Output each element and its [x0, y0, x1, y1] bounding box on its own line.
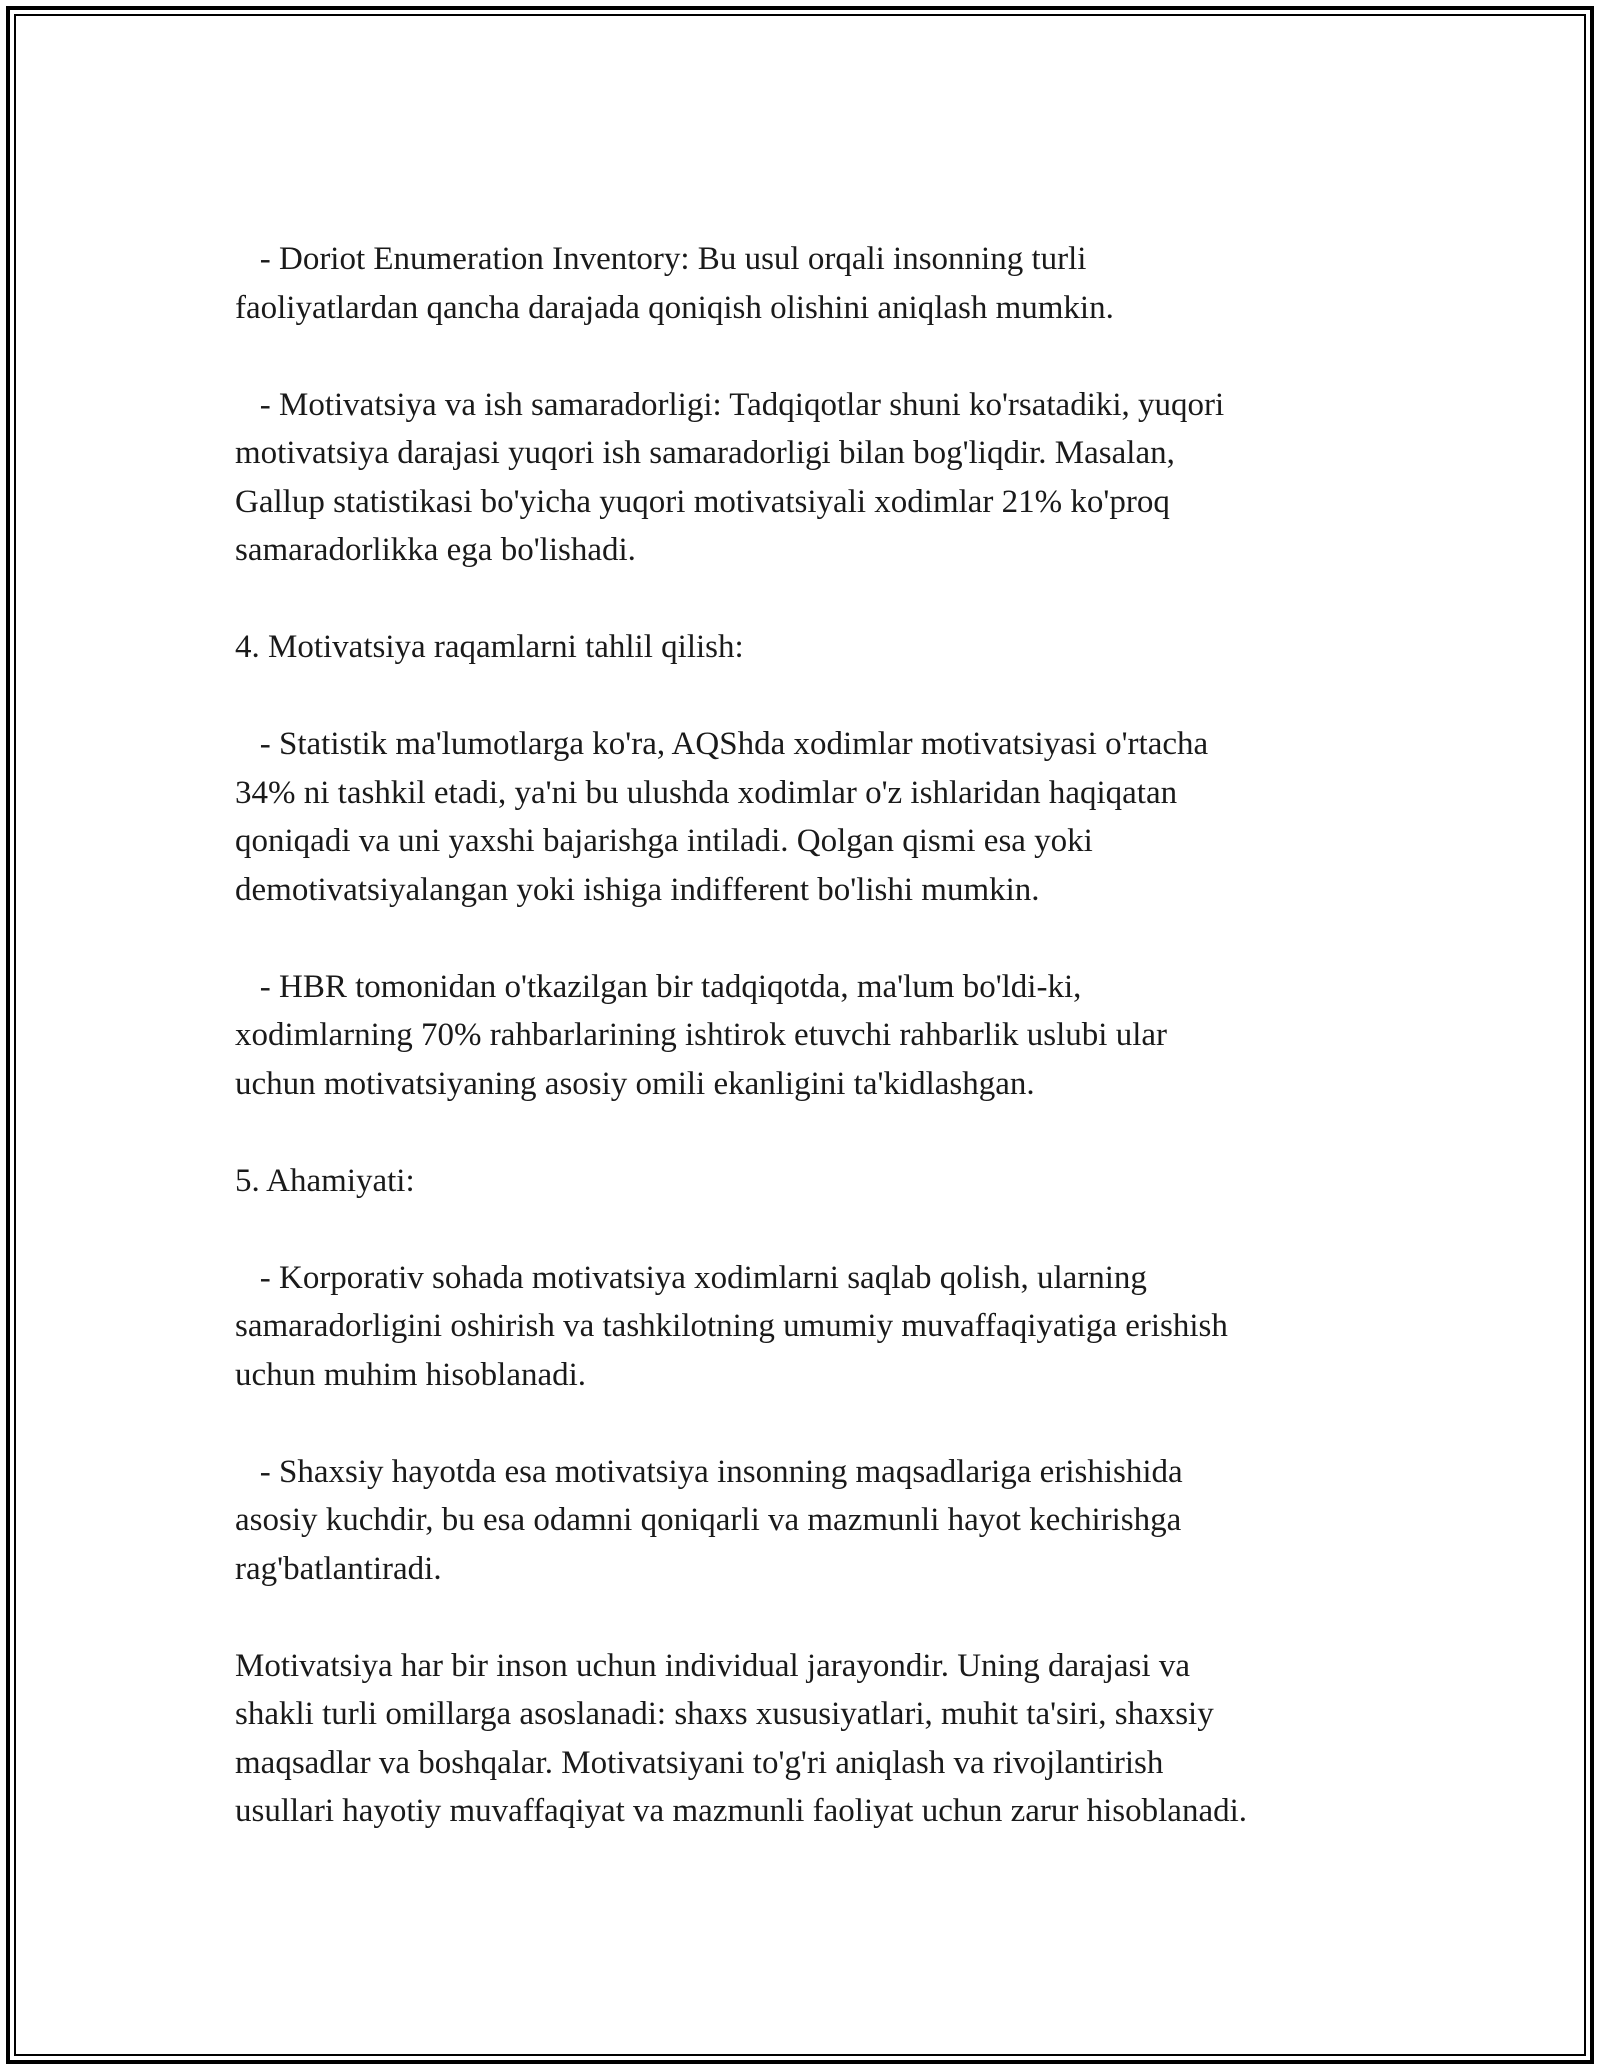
paragraph-motivation-performance: - Motivatsiya va ish samaradorligi: Tadqiqotlar shuni ko'rsatadiki, yuqori motivatsiya darajasi yuqori ish samaradorligi bilan bog'liqdir. Masalan, Gallup statistikasi bo'yicha yuqori motivatsiyali xodimlar 21% ko'proq samaradorlikka ega bo'lishadi. [235, 386, 1225, 568]
paragraph-hbr-study: - HBR tomonidan o'tkazilgan bir tadqiqotda, ma'lum bo'ldi-ki, xodimlarning 70% rahbarlarining ishtirok etuvchi rahbarlik uslubi ular uchun motivatsiyaning asosiy omili ekanligini ta'kidlashgan. [235, 968, 1168, 1102]
paragraph-personal-importance: - Shaxsiy hayotda esa motivatsiya insonning maqsadlariga erishishida asosiy kuchdir, bu esa odamni qoniqarli va mazmunli hayot kechirishga rag'batlantiradi. [235, 1453, 1183, 1587]
paragraph-doriot-inventory: - Doriot Enumeration Inventory: Bu usul orqali insonning turli faoliyatlardan qancha darajada qoniqish olishini aniqlash mumkin. [235, 241, 1114, 326]
paragraph-corporate-importance: - Korporativ sohada motivatsiya xodimlarni saqlab qolish, ularning samaradorligini oshirish va tashkilotning umumiy muvaffaqiyatiga erishish uchun muhim hisoblanadi. [235, 1259, 1228, 1393]
document-body [235, 235, 1395, 1836]
paragraph-conclusion: Motivatsiya har bir inson uchun individual jarayondir. Uning darajasi va shakli turli omillarga asoslanadi: shaxs xususiyatlari, muhit ta'siri, shaxsiy maqsadlar va boshqalar. Motivatsiyani to'g'ri aniqlash va rivojlantirish usullari hayotiy muvaffaqiyat va mazmunli faoliyat uchun zarur hisoblanadi. [235, 1647, 1248, 1829]
paragraph-usa-statistics: - Statistik ma'lumotlarga ko'ra, AQShda xodimlar motivatsiyasi o'rtacha 34% ni tashkil etadi, ya'ni bu ulushda xodimlar o'z ishlaridan haqiqatan qoniqadi va uni yaxshi bajarishga intiladi. Qolgan qismi esa yoki demotivatsiyalangan yoki ishiga indifferent bo'lishi mumkin. [235, 726, 1209, 908]
section-heading-4: 4. Motivatsiya raqamlarni tahlil qilish: [235, 629, 744, 665]
section-heading-5: 5. Ahamiyati: [235, 1162, 415, 1199]
